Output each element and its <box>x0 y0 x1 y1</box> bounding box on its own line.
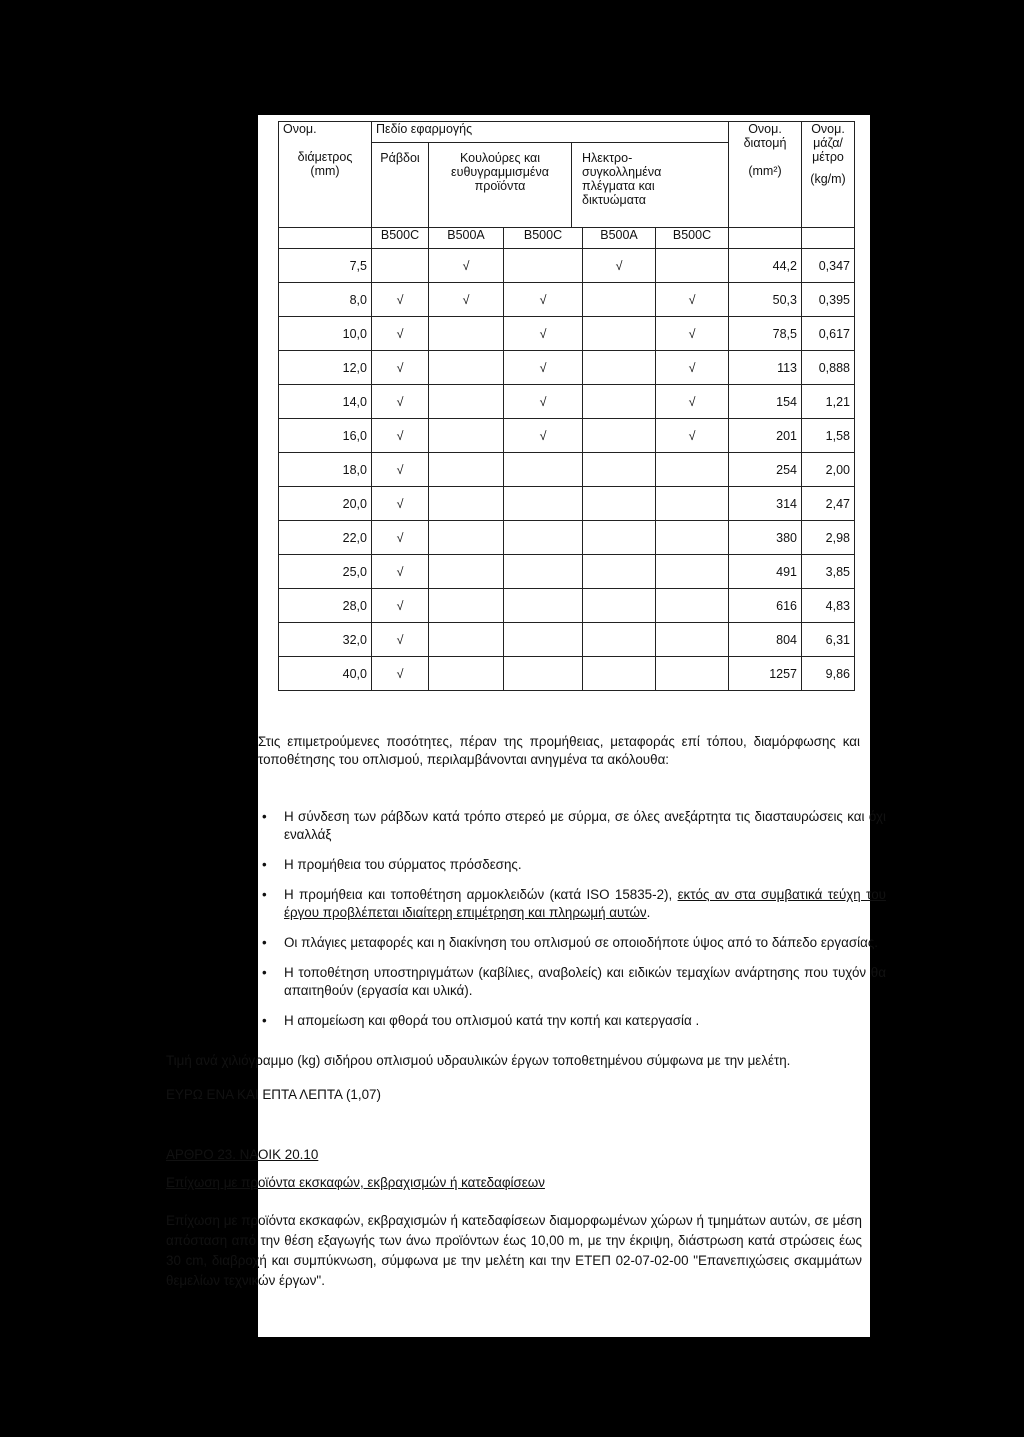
item-text-end: . <box>646 905 651 920</box>
check-mark: √ <box>583 249 656 283</box>
check-mark: √ <box>656 317 729 351</box>
included-items-list <box>258 808 886 1042</box>
empty-cell <box>583 623 656 657</box>
header-mass <box>802 122 855 228</box>
empty-cell <box>656 623 729 657</box>
table-row <box>279 487 855 521</box>
check-mark: √ <box>656 351 729 385</box>
empty-cell <box>429 419 504 453</box>
mass-cell: 3,85 <box>802 555 855 589</box>
mass-cell: 0,888 <box>802 351 855 385</box>
check-mark: √ <box>656 419 729 453</box>
header-area <box>729 122 802 228</box>
diameter-cell: 20,0 <box>279 487 372 521</box>
table-row <box>279 453 855 487</box>
header-rods: Ράβδοι <box>372 143 429 227</box>
empty-cell <box>504 623 583 657</box>
list-item <box>284 886 886 922</box>
list-item: • Η απομείωση και φθορά του οπλισμού κατά την κοπή και κατεργασία . <box>284 1012 886 1030</box>
check-mark: √ <box>372 453 429 487</box>
area-cell: 491 <box>729 555 802 589</box>
check-mark: √ <box>504 317 583 351</box>
check-mark: √ <box>372 521 429 555</box>
check-mark: √ <box>504 385 583 419</box>
diameter-cell: 8,0 <box>279 283 372 317</box>
mass-cell: 6,31 <box>802 623 855 657</box>
check-mark: √ <box>504 351 583 385</box>
table-row <box>279 351 855 385</box>
table-row <box>279 589 855 623</box>
area-cell: 254 <box>729 453 802 487</box>
diameter-cell: 16,0 <box>279 419 372 453</box>
area-cell: 804 <box>729 623 802 657</box>
empty-cell <box>583 521 656 555</box>
check-mark: √ <box>429 283 504 317</box>
price-in-words: ΕΥΡΩ ΕΝΑ ΚΑΙ ΕΠΤΑ ΛΕΠΤΑ (1,07) <box>166 1087 381 1102</box>
article-subtitle: Επίχωση με προϊόντα εκσκαφών, εκβραχισμών ή κατεδαφίσεων <box>166 1175 545 1190</box>
empty-cell <box>429 521 504 555</box>
area-cell: 154 <box>729 385 802 419</box>
grade-cell: B500C <box>656 228 729 249</box>
empty-cell <box>656 589 729 623</box>
table-body <box>279 249 855 691</box>
empty-cell <box>583 555 656 589</box>
check-mark: √ <box>372 555 429 589</box>
check-mark: √ <box>372 657 429 691</box>
diameter-cell: 10,0 <box>279 317 372 351</box>
diameter-cell: 28,0 <box>279 589 372 623</box>
table-row <box>279 283 855 317</box>
list-item: • Η τοποθέτηση υποστηριγμάτων (καβίλιες, αναβολείς) και ειδικών τεμαχίων ανάρτησης που τυχόν θα απαιτηθούν (εργασία και υλικά). <box>284 964 886 1000</box>
header-diameter-label: διάμετρος <box>297 150 353 164</box>
header-field-label: Πεδίο εφαρμογής <box>372 122 728 143</box>
header-area-unit: (mm²) <box>748 164 782 178</box>
diameter-cell: 14,0 <box>279 385 372 419</box>
table-row <box>279 385 855 419</box>
header-welded: Ηλεκτρο-συγκολλημένα πλέγματα και δικτυώματα <box>582 151 662 207</box>
check-mark: √ <box>656 385 729 419</box>
mass-cell: 2,98 <box>802 521 855 555</box>
mass-cell: 0,617 <box>802 317 855 351</box>
item-text: Η προμήθεια και τοποθέτηση αρμοκλειδών (κατά ISO 15835-2), <box>284 887 678 902</box>
diameter-cell: 40,0 <box>279 657 372 691</box>
mass-cell: 0,347 <box>802 249 855 283</box>
empty-cell <box>583 283 656 317</box>
table-row <box>279 419 855 453</box>
check-mark: √ <box>372 589 429 623</box>
check-mark: √ <box>656 283 729 317</box>
mass-cell: 1,58 <box>802 419 855 453</box>
grade-cell: B500A <box>583 228 656 249</box>
check-mark: √ <box>372 351 429 385</box>
area-cell: 616 <box>729 589 802 623</box>
area-cell: 1257 <box>729 657 802 691</box>
area-cell: 50,3 <box>729 283 802 317</box>
diameter-cell: 18,0 <box>279 453 372 487</box>
header-diameter-unit: (mm) <box>310 164 340 178</box>
area-cell: 380 <box>729 521 802 555</box>
empty-cell <box>583 589 656 623</box>
header-area-label: Ονομ. διατομή <box>743 122 787 150</box>
empty-cell <box>656 487 729 521</box>
area-cell: 201 <box>729 419 802 453</box>
empty-cell <box>429 589 504 623</box>
grade-row <box>279 228 855 249</box>
empty-cell <box>429 453 504 487</box>
article-body: Επίχωση με προϊόντα εκσκαφών, εκβραχισμών ή κατεδαφίσεων διαμορφωμένων χώρων ή τμημάτων αυτών, σε μέση απόσταση από την θέση εξαγωγής των άνω προϊόντων έως 10,00 m, με την έκριψη, διάστρωση κατά στρώσεις έως 30 cm, διαβροχή και συμπύκνωση, σύμφωνα με την μελέτη και την ΕΤΕΠ 02-07-02-00 "Επανεπιχώσεις σκαμμάτων θεμελίων τεχνικών έργων". <box>166 1213 862 1288</box>
empty-cell <box>429 385 504 419</box>
header-diameter <box>279 122 372 228</box>
header-coils: Κουλούρες και ευθυγραμμισμένα προϊόντα <box>429 143 572 227</box>
diameter-cell: 25,0 <box>279 555 372 589</box>
diameter-cell: 32,0 <box>279 623 372 657</box>
diameter-cell: 22,0 <box>279 521 372 555</box>
empty-cell <box>429 351 504 385</box>
diameter-cell: 7,5 <box>279 249 372 283</box>
mass-cell: 1,21 <box>802 385 855 419</box>
table-row <box>279 555 855 589</box>
area-cell: 44,2 <box>729 249 802 283</box>
check-mark: √ <box>504 419 583 453</box>
header-mass-label: Ονομ. μάζα/ μέτρο <box>811 122 845 164</box>
grade-cell: B500A <box>429 228 504 249</box>
empty-cell <box>429 623 504 657</box>
table-row <box>279 657 855 691</box>
area-cell: 113 <box>729 351 802 385</box>
list-item: • Η προμήθεια του σύρματος πρόσδεσης. <box>284 856 886 874</box>
article-heading: ΑΡΘΡΟ 23. ΝΑΟΙΚ 20.10 <box>166 1147 319 1162</box>
table-row <box>279 623 855 657</box>
area-cell: 78,5 <box>729 317 802 351</box>
list-item: • Οι πλάγιες μεταφορές και η διακίνηση του οπλισμού σε οποιοδήποτε ύψος από το δάπεδο εργασίας. <box>284 934 886 952</box>
check-mark: √ <box>372 623 429 657</box>
empty-cell <box>504 487 583 521</box>
empty-cell <box>429 487 504 521</box>
header-mass-unit: (kg/m) <box>810 172 846 186</box>
mass-cell: 9,86 <box>802 657 855 691</box>
empty-cell <box>583 487 656 521</box>
unit-price-description: Τιμή ανά χιλιόγραμμο (kg) σιδήρου οπλισμού υδραυλικών έργων τοποθετημένου σύμφωνα με την μελέτη. <box>166 1053 791 1068</box>
empty-cell <box>583 657 656 691</box>
empty-cell <box>583 419 656 453</box>
grade-cell: B500C <box>504 228 583 249</box>
empty-cell <box>429 317 504 351</box>
empty-cell <box>504 589 583 623</box>
item-underlined-text: εκτός αν στα συμβατικά τεύχη του έργου προβλέπεται ιδιαίτερη επιμέτρηση και πληρωμή αυτών <box>284 887 886 920</box>
check-mark: √ <box>372 419 429 453</box>
empty-cell <box>504 521 583 555</box>
check-mark: √ <box>429 249 504 283</box>
rebar-spec-table <box>278 121 855 691</box>
empty-cell <box>372 249 429 283</box>
check-mark: √ <box>372 487 429 521</box>
empty-cell <box>504 555 583 589</box>
table-row <box>279 317 855 351</box>
check-mark: √ <box>372 283 429 317</box>
header-field <box>372 122 729 228</box>
mass-cell: 0,395 <box>802 283 855 317</box>
empty-cell <box>504 453 583 487</box>
intro-paragraph: Στις επιμετρούμενες ποσότητες, πέραν της προμήθειας, μεταφοράς επί τόπου, διαμόρφωσης και τοποθέτησης του οπλισμού, περιλαμβάνονται ανηγμένα τα ακόλουθα: <box>258 734 860 767</box>
empty-cell <box>656 657 729 691</box>
empty-cell <box>656 521 729 555</box>
check-mark: √ <box>504 283 583 317</box>
list-item: • Η σύνδεση των ράβδων κατά τρόπο στερεό με σύρμα, σε όλες ανεξάρτητα τις διασταυρώσεις και όχι εναλλάξ <box>284 808 886 844</box>
empty-cell <box>656 249 729 283</box>
empty-cell <box>583 453 656 487</box>
check-mark: √ <box>372 317 429 351</box>
mass-cell: 2,47 <box>802 487 855 521</box>
empty-cell <box>429 657 504 691</box>
table-row <box>279 521 855 555</box>
area-cell: 314 <box>729 487 802 521</box>
empty-cell <box>656 453 729 487</box>
empty-cell <box>583 351 656 385</box>
empty-cell <box>583 317 656 351</box>
empty-cell <box>429 555 504 589</box>
header-nom: Ονομ. <box>283 122 317 136</box>
empty-cell <box>504 657 583 691</box>
table-header-row <box>279 122 855 228</box>
mass-cell: 2,00 <box>802 453 855 487</box>
mass-cell: 4,83 <box>802 589 855 623</box>
check-mark: √ <box>372 385 429 419</box>
grade-cell: B500C <box>372 228 429 249</box>
empty-cell <box>656 555 729 589</box>
diameter-cell: 12,0 <box>279 351 372 385</box>
table-row <box>279 249 855 283</box>
empty-cell <box>583 385 656 419</box>
empty-cell <box>504 249 583 283</box>
